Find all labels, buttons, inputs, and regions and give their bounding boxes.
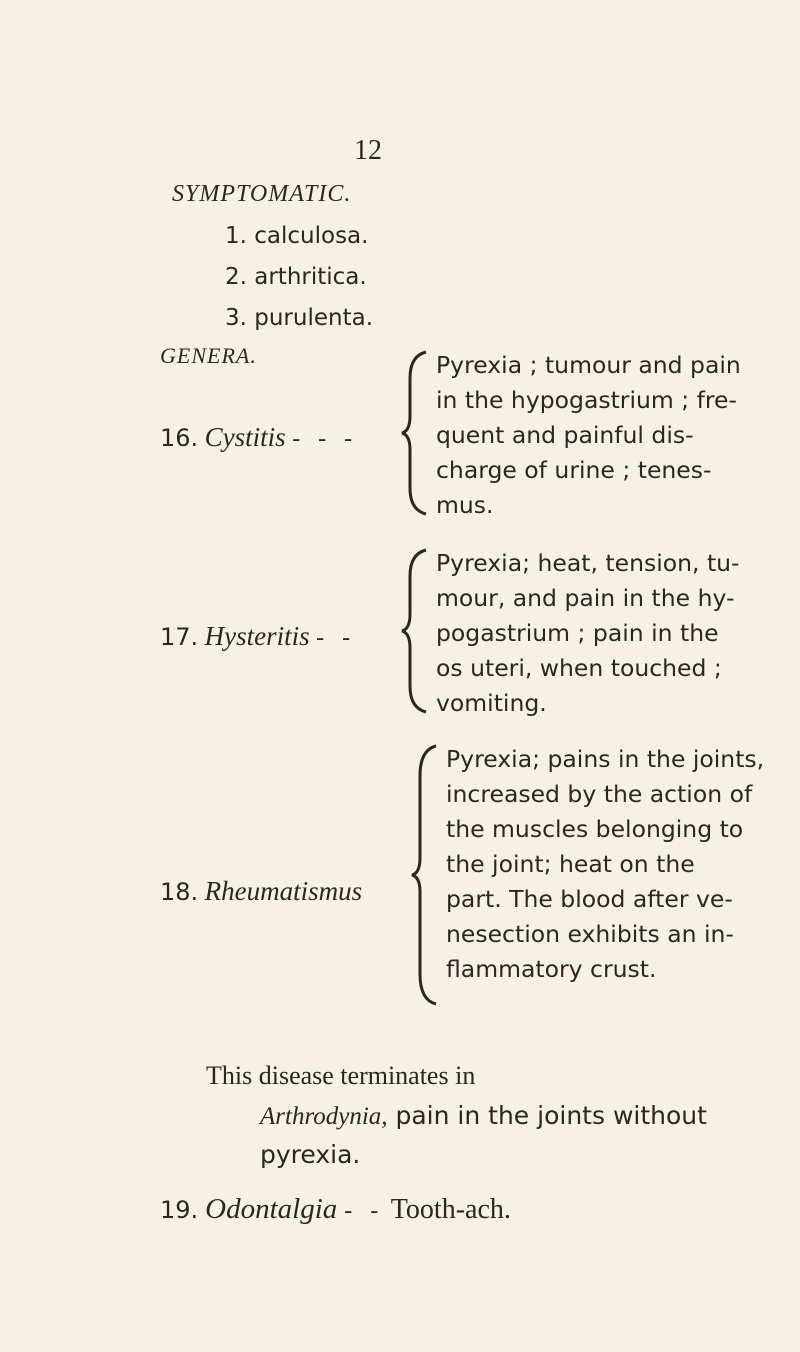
description-line: mus. [436, 491, 494, 519]
genera-heading: GENERA. [160, 343, 257, 368]
description-line: the muscles belonging to [446, 815, 744, 843]
description-line: increased by the action of [446, 780, 753, 808]
page-number: 12 [354, 135, 382, 166]
genus-label-odontalgia [160, 1193, 511, 1226]
genus-number: 17. [160, 623, 199, 651]
leader-dashes: - - - [292, 426, 359, 452]
genus-description: Tooth-ach. [390, 1194, 511, 1225]
description-line: os uteri, when touched ; [436, 654, 722, 682]
description-hysteritis [436, 546, 740, 721]
description-line: Pyrexia ; tumour and pain [436, 351, 741, 379]
brace-icon [398, 348, 434, 518]
description-line: Pyrexia; pains in the joints, [446, 745, 765, 773]
brace-icon [408, 742, 444, 1008]
genus-name: Rheumatismus [204, 876, 363, 906]
brace-icon [398, 546, 434, 716]
genus-number: 18. [160, 878, 199, 906]
genus-label-hysteritis [160, 621, 356, 652]
species-item: 2. arthritica. [225, 264, 367, 290]
description-line: Pyrexia; heat, tension, tu- [436, 549, 740, 577]
description-line: the joint; heat on the [446, 850, 695, 878]
genus-name: Hysteritis [204, 621, 310, 651]
description-line: quent and painful dis- [436, 421, 694, 449]
genus-name: Cystitis [204, 422, 286, 452]
description-line: vomiting. [436, 689, 547, 717]
symptomatic-heading: SYMPTOMATIC. [172, 181, 352, 207]
leader-dashes: - - [344, 1198, 385, 1224]
species-item: 3. purulenta. [225, 305, 374, 331]
genus-name: Odontalgia [205, 1193, 338, 1225]
genus-label-rheumatismus [160, 876, 362, 907]
description-line: mour, and pain in the hy- [436, 584, 735, 612]
description-rheumatismus [446, 742, 764, 987]
description-cystitis [436, 348, 741, 523]
terminates-note: This disease terminates in [206, 1061, 476, 1090]
genus-number: 16. [160, 424, 199, 452]
arthrodynia-text: pain in the joints without [387, 1101, 707, 1130]
description-line: charge of urine ; tenes- [436, 456, 712, 484]
arthrodynia-term: Arthrodynia, [260, 1103, 388, 1130]
arthrodynia-continuation: pyrexia. [260, 1140, 361, 1169]
description-line: pogastrium ; pain in the [436, 619, 719, 647]
description-line: part. The blood after ve- [446, 885, 733, 913]
description-line: nesection exhibits an in- [446, 920, 734, 948]
leader-dashes: - - [316, 625, 357, 651]
arthrodynia-line [260, 1101, 707, 1131]
description-line: flammatory crust. [446, 955, 657, 983]
description-line: in the hypogastrium ; fre- [436, 386, 737, 414]
genus-label-cystitis [160, 422, 358, 453]
species-item: 1. calculosa. [225, 223, 369, 249]
genus-number: 19. [160, 1196, 199, 1224]
